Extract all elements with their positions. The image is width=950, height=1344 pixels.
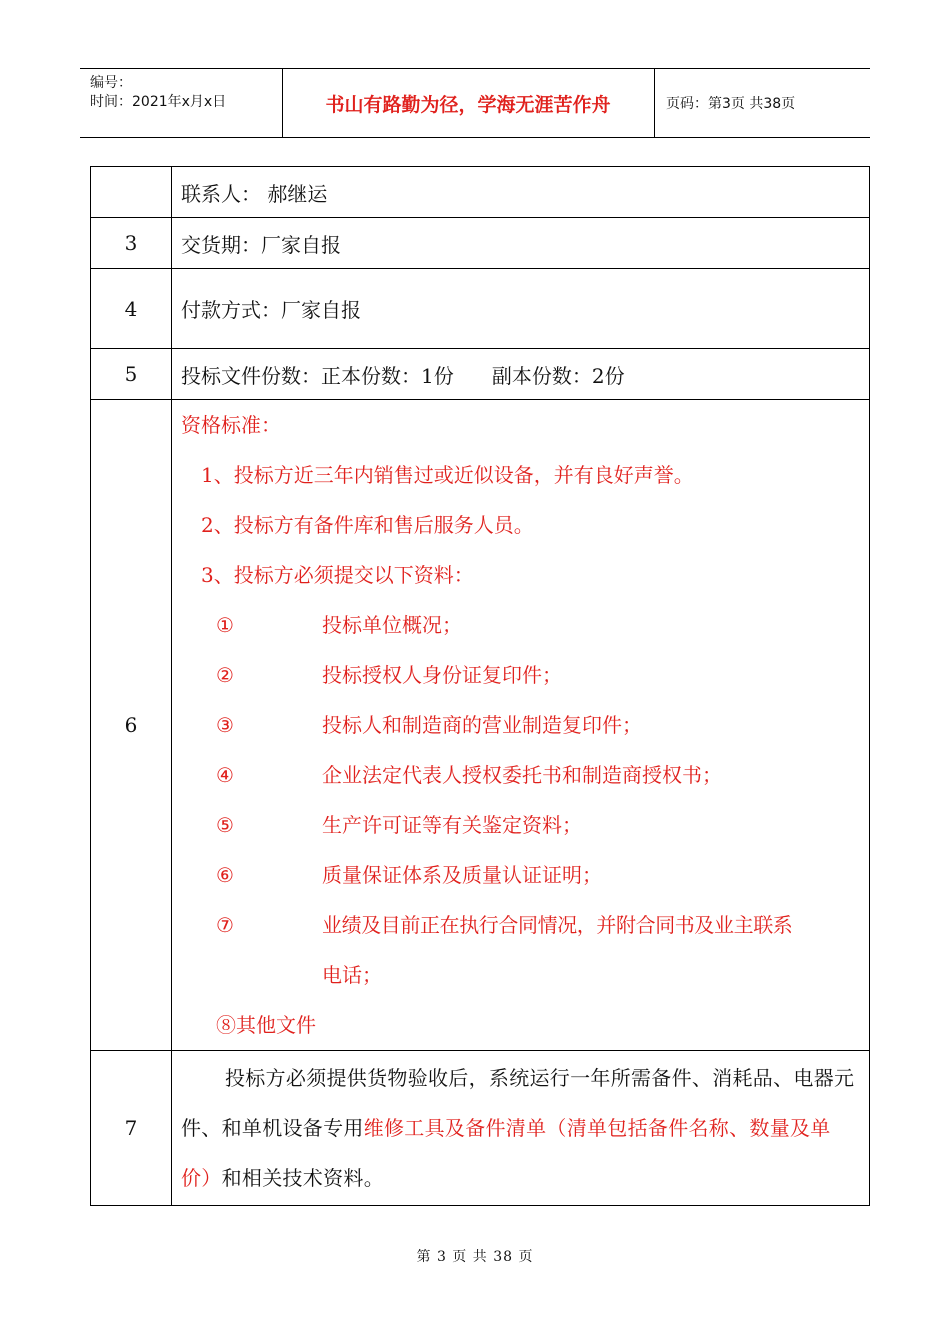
page-footer: 第 3 页 共 38 页 [416,1249,534,1265]
item-text: 企业法定代表人授权委托书和制造商授权书； [322,763,722,787]
list-item: 2、投标方有备件库和售后服务人员。 [201,513,534,537]
item-marker: ③ [216,713,234,737]
contact-person: 联系人： 郝继运 [172,167,870,218]
row-number: 3 [91,218,172,269]
document-copies: 投标文件份数：正本份数：1份 副本份数：2份 [172,349,870,400]
header-motto: 书山有路勤为径，学海无涯苦作舟 [282,69,655,137]
list-item [181,700,861,750]
paragraph-text: 投标方必须提供货物验收后，系统运行一年所需备件、消耗品、电器元件、和单机设备专用 [181,1066,855,1140]
list-item: 3、投标方必须提交以下资料： [201,563,474,587]
tender-requirements-table [90,166,870,1206]
list-item [181,850,861,900]
delivery-period: 交货期：厂家自报 [172,218,870,269]
page-header [80,68,870,138]
row-number: 5 [91,349,172,400]
list-item [181,650,861,700]
number-label: 编号： [90,75,132,91]
item-marker: ① [216,613,234,637]
item-marker: ⑤ [216,813,234,837]
time-label: 时间：2021年x月x日 [90,94,227,110]
qualification-title: 资格标准： [181,413,281,437]
table-row [91,400,870,1051]
table-row [91,269,870,349]
header-meta [80,69,283,137]
item-marker: ⑦ [216,913,234,937]
spare-parts-paragraph [181,1051,861,1205]
list-item: 1、投标方近三年内销售过或近似设备，并有良好声誉。 [201,463,694,487]
list-item [181,600,861,650]
table-row [91,218,870,269]
item-text: 投标单位概况； [322,613,462,637]
list-item [181,750,861,800]
item-text: 投标人和制造商的营业制造复印件； [322,713,642,737]
spare-parts-requirement [172,1051,870,1206]
item-text: 生产许可证等有关鉴定资料； [322,813,582,837]
table-row [91,167,870,218]
item-marker: ⑥ [216,863,234,887]
list-item-other: ⑧其他文件 [216,1013,316,1037]
row-number: 7 [91,1051,172,1206]
table-row [91,1051,870,1206]
paragraph-text-end: 和相关技术资料。 [221,1166,385,1190]
item-text: 投标授权人身份证复印件； [322,663,562,687]
item-marker: ④ [216,763,234,787]
list-item [181,900,861,950]
table-row [91,349,870,400]
item-text: 质量保证体系及质量认证证明； [322,863,602,887]
row-number: 6 [91,400,172,1051]
item-continuation: 电话； [322,963,382,987]
row-number: 4 [91,269,172,349]
row-number [91,167,172,218]
highlighted-text: 维修工具及备件清单（清单包括备件名称、数量及单价） [181,1116,831,1190]
item-text: 业绩及目前正在执行合同情况，并附合同书及业主联系 [322,913,793,937]
item-marker: ② [216,663,234,687]
qualification-standards [172,400,870,1051]
header-page-label: 页码：第3页 共38页 [666,96,796,112]
list-item [181,800,861,850]
payment-method: 付款方式：厂家自报 [172,269,870,349]
